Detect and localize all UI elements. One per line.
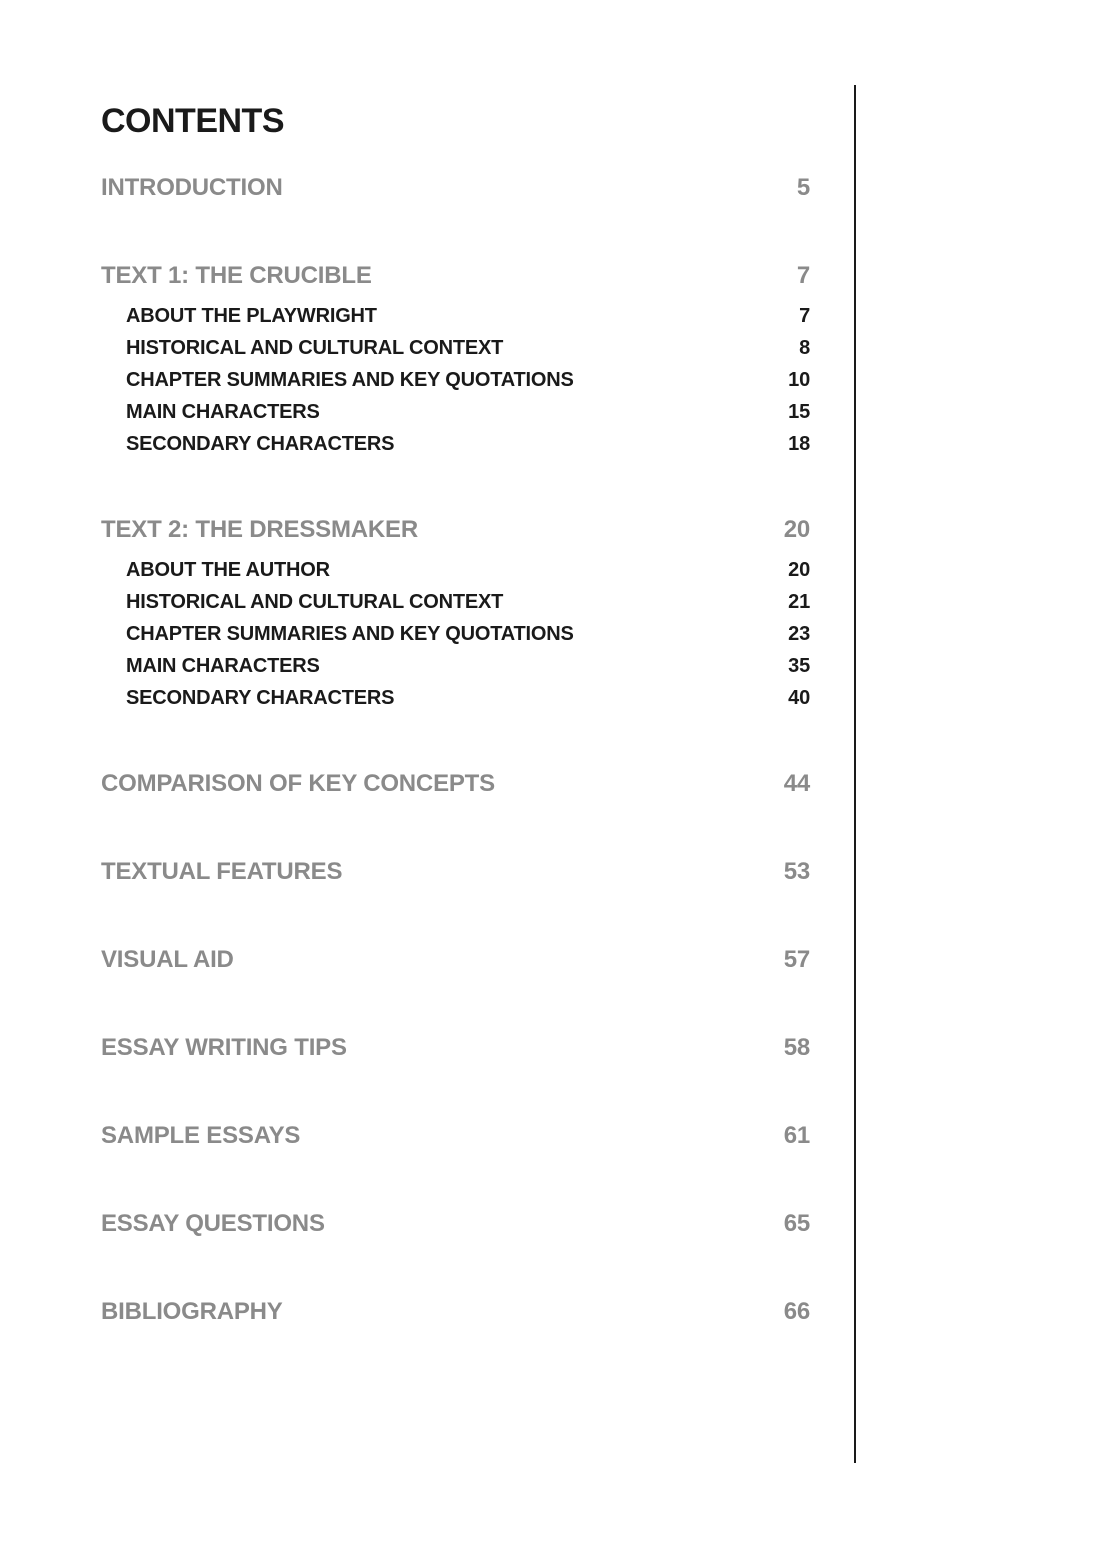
toc-entry-page-number: 66 xyxy=(783,1298,810,1325)
toc-entry[interactable] xyxy=(101,1030,810,1066)
toc-subentry[interactable] xyxy=(101,586,810,618)
toc-subentry[interactable] xyxy=(101,300,810,332)
vertical-rule xyxy=(854,85,856,1463)
toc-entry-label: ESSAY WRITING TIPS xyxy=(101,1034,347,1061)
toc-entry-page-number: 61 xyxy=(783,1122,810,1149)
toc-subentry-label: SECONDARY CHARACTERS xyxy=(126,687,395,709)
toc-subentry-label: CHAPTER SUMMARIES AND KEY QUOTATIONS xyxy=(126,369,574,391)
toc-entry-page-number: 53 xyxy=(783,858,810,885)
toc-entry[interactable] xyxy=(101,1294,810,1330)
toc-section xyxy=(101,766,810,802)
toc-subentry-page-number: 7 xyxy=(799,305,810,327)
table-of-contents xyxy=(101,170,810,1382)
toc-section xyxy=(101,1030,810,1066)
toc-subentry-list xyxy=(101,300,810,460)
toc-entry-page-number: 5 xyxy=(796,174,810,201)
toc-subentry-list xyxy=(101,554,810,714)
toc-subentry[interactable] xyxy=(101,618,810,650)
toc-entry-page-number: 44 xyxy=(783,770,810,797)
toc-subentry-label: CHAPTER SUMMARIES AND KEY QUOTATIONS xyxy=(126,623,574,645)
toc-entry-label: BIBLIOGRAPHY xyxy=(101,1298,283,1325)
toc-entry[interactable] xyxy=(101,258,810,294)
toc-subentry-page-number: 15 xyxy=(788,401,810,423)
toc-subentry-label: HISTORICAL AND CULTURAL CONTEXT xyxy=(126,591,504,613)
toc-subentry-page-number: 21 xyxy=(788,591,810,613)
toc-subentry-page-number: 20 xyxy=(788,559,810,581)
toc-subentry-label: MAIN CHARACTERS xyxy=(126,655,320,677)
toc-section xyxy=(101,942,810,978)
toc-entry-label: INTRODUCTION xyxy=(101,174,283,201)
toc-section xyxy=(101,854,810,890)
toc-section xyxy=(101,1118,810,1154)
toc-subentry-page-number: 40 xyxy=(788,687,810,709)
toc-section xyxy=(101,512,810,714)
page-title: CONTENTS xyxy=(101,102,284,140)
toc-subentry[interactable] xyxy=(101,396,810,428)
toc-section xyxy=(101,258,810,460)
toc-entry-label: SAMPLE ESSAYS xyxy=(101,1122,301,1149)
toc-subentry[interactable] xyxy=(101,682,810,714)
toc-section xyxy=(101,1294,810,1330)
toc-entry-label: TEXT 2: THE DRESSMAKER xyxy=(101,516,418,543)
toc-subentry-page-number: 10 xyxy=(788,369,810,391)
toc-subentry[interactable] xyxy=(101,364,810,396)
toc-entry[interactable] xyxy=(101,1206,810,1242)
toc-subentry-page-number: 18 xyxy=(788,433,810,455)
toc-entry-page-number: 7 xyxy=(796,262,810,289)
toc-entry-label: VISUAL AID xyxy=(101,946,234,973)
toc-subentry-label: ABOUT THE AUTHOR xyxy=(126,559,330,581)
toc-entry[interactable] xyxy=(101,1118,810,1154)
toc-section xyxy=(101,170,810,206)
toc-subentry-page-number: 23 xyxy=(788,623,810,645)
toc-subentry-label: ABOUT THE PLAYWRIGHT xyxy=(126,305,377,327)
toc-subentry[interactable] xyxy=(101,428,810,460)
toc-entry-page-number: 57 xyxy=(783,946,810,973)
toc-subentry-page-number: 8 xyxy=(799,337,810,359)
toc-entry[interactable] xyxy=(101,942,810,978)
toc-entry[interactable] xyxy=(101,512,810,548)
toc-entry[interactable] xyxy=(101,766,810,802)
toc-subentry-page-number: 35 xyxy=(788,655,810,677)
toc-entry[interactable] xyxy=(101,854,810,890)
toc-entry-page-number: 58 xyxy=(783,1034,810,1061)
toc-entry[interactable] xyxy=(101,170,810,206)
toc-subentry-label: MAIN CHARACTERS xyxy=(126,401,320,423)
toc-subentry[interactable] xyxy=(101,554,810,586)
toc-entry-label: TEXT 1: THE CRUCIBLE xyxy=(101,262,372,289)
toc-entry-label: TEXTUAL FEATURES xyxy=(101,858,343,885)
toc-entry-label: COMPARISON OF KEY CONCEPTS xyxy=(101,770,495,797)
toc-subentry-label: HISTORICAL AND CULTURAL CONTEXT xyxy=(126,337,504,359)
toc-entry-page-number: 65 xyxy=(783,1210,810,1237)
toc-section xyxy=(101,1206,810,1242)
toc-entry-label: ESSAY QUESTIONS xyxy=(101,1210,325,1237)
toc-subentry-label: SECONDARY CHARACTERS xyxy=(126,433,395,455)
toc-subentry[interactable] xyxy=(101,332,810,364)
toc-entry-page-number: 20 xyxy=(783,516,810,543)
toc-subentry[interactable] xyxy=(101,650,810,682)
